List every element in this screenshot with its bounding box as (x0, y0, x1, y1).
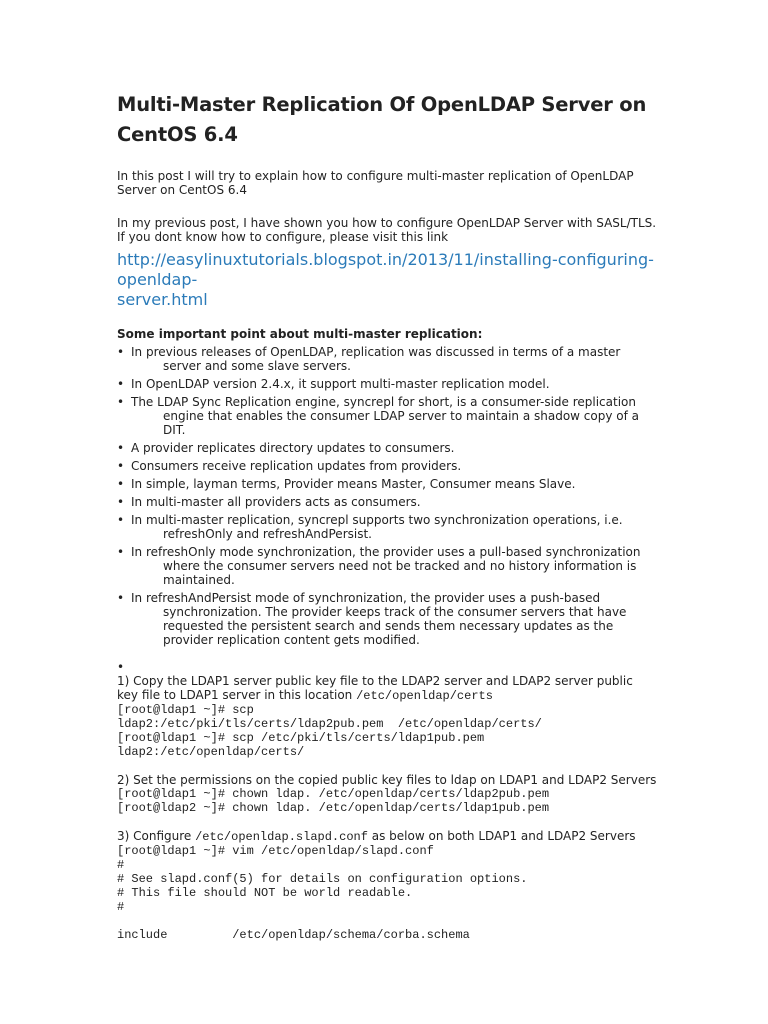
list-item (117, 495, 657, 509)
step-1-code: [root@ldap1 ~]# scp ldap2:/etc/pki/tls/certs/ldap2pub.pem /etc/openldap/certs/ [root@ldap1 ~]# scp /etc/pki/tls/certs/ldap1pub.pem ldap2:/etc/openldap/certs/ (117, 703, 542, 759)
list-item (117, 459, 657, 473)
list-item (117, 513, 657, 541)
point-text: In simple, layman terms, Provider means Master, Consumer means Slave. (131, 477, 576, 491)
previous-post-paragraph: In my previous post, I have shown you how to configure OpenLDAP Server with SASL/TLS. If you dont know how to configure, please visit this link (117, 216, 657, 244)
bullet-icon: • (117, 441, 125, 455)
step-1-text-a: 1) Copy the LDAP1 server public key file to the LDAP2 server and LDAP2 server public key (117, 674, 633, 702)
step-1-text (117, 674, 657, 703)
list-item (117, 591, 657, 647)
list-item (117, 477, 657, 491)
list-item (117, 377, 657, 391)
point-text-continued: where the consumer servers need not be tracked and no history information is maintained. (163, 559, 637, 587)
list-item (117, 345, 657, 373)
list-item (117, 395, 657, 437)
bullet-icon: • (117, 459, 125, 473)
point-text: Consumers receive replication updates from providers. (131, 459, 462, 473)
bullet-icon: • (117, 477, 125, 491)
point-text-continued: synchronization. The provider keeps track of the consumer servers that have requested the persistent search and sends them necessary updates as the provider replication content gets modified. (163, 605, 627, 647)
point-text-continued: refreshOnly and refreshAndPersist. (163, 527, 372, 541)
point-text: In multi-master replication, syncrepl supports two synchronization operations, i.e. (131, 513, 623, 527)
point-text: In multi-master all providers acts as consumers. (131, 495, 421, 509)
step-1-path: /etc/openldap/certs (356, 689, 493, 703)
step-2 (117, 773, 657, 815)
point-text-continued: engine that enables the consumer LDAP server to maintain a shadow copy of a DIT. (163, 409, 640, 437)
points-list (117, 345, 657, 647)
point-text: In previous releases of OpenLDAP, replication was discussed in terms of a master server (131, 345, 621, 373)
point-text: In refreshOnly mode synchronization, the provider uses a pull-based synchronization (131, 545, 641, 559)
step-1 (117, 674, 657, 759)
list-item (117, 441, 657, 455)
step-3 (117, 829, 657, 942)
bullet-icon: • (117, 377, 125, 391)
step-2-code: [root@ldap1 ~]# chown ldap. /etc/openldap/certs/ldap2pub.pem [root@ldap2 ~]# chown ldap. /etc/openldap/certs/ldap1pub.pem (117, 787, 550, 815)
step-3-text-a: 3) Configure (117, 829, 196, 843)
point-text: The LDAP Sync Replication engine, syncrepl for short, is a consumer-side replication (131, 395, 636, 409)
tutorial-link[interactable] (117, 250, 657, 310)
bullet-icon: • (117, 495, 125, 509)
bullet-icon: • (117, 395, 125, 409)
tutorial-link-line-2: server.html (117, 290, 208, 309)
page-title: Multi-Master Replication Of OpenLDAP Server on CentOS 6.4 (117, 93, 647, 146)
step-1-text-b: file to LDAP1 server in this location (141, 688, 357, 702)
step-3-code: [root@ldap1 ~]# vim /etc/openldap/slapd.conf # # See slapd.conf(5) for details on configuration options. # This file should NOT be world readable. # include /etc/openldap/schema/corba.schema (117, 844, 528, 942)
step-2-text: 2) Set the permissions on the copied public key files to ldap on LDAP1 and LDAP2 Servers (117, 773, 657, 787)
intro-paragraph: In this post I will try to explain how to configure multi-master replication of OpenLDAP Server on CentOS 6.4 (117, 169, 634, 197)
step-3-text (117, 829, 657, 844)
step-3-text-b: as below on both LDAP1 and LDAP2 Servers (367, 829, 636, 843)
tutorial-link-line-1: http://easylinuxtutorials.blogspot.in/2013/11/installing-configuring-openldap- (117, 250, 654, 289)
point-text: In OpenLDAP version 2.4.x, it support multi-master replication model. (131, 377, 550, 391)
bullet-icon: • (117, 545, 125, 559)
bullet-icon: • (117, 591, 125, 605)
point-text: In refreshAndPersist mode of synchronization, the provider uses a push-based (131, 591, 601, 605)
bullet-icon: • (117, 345, 125, 359)
empty-bullet-icon: • (117, 660, 125, 674)
bullet-icon: • (117, 513, 125, 527)
step-3-path: /etc/openldap.slapd.conf (195, 830, 368, 844)
document-page (117, 90, 657, 942)
point-text-continued: and some slave servers. (204, 359, 351, 373)
point-text: A provider replicates directory updates to consumers. (131, 441, 455, 455)
list-item (117, 545, 657, 587)
points-heading: Some important point about multi-master replication: (117, 327, 483, 341)
